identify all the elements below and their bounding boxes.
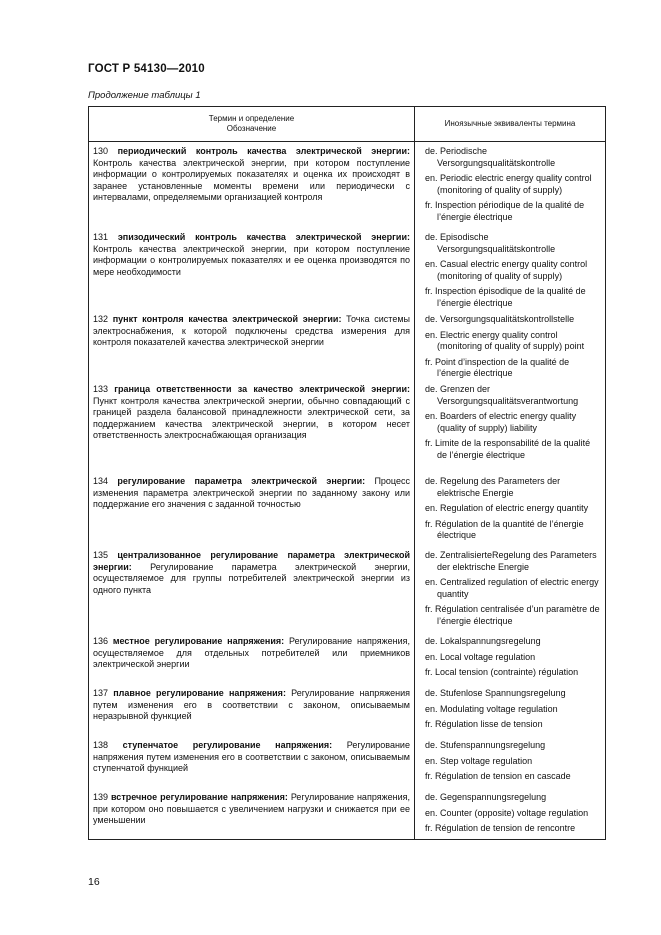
equivalent-term: en. Centralized regulation of electric energy quantity xyxy=(425,577,599,599)
table-row xyxy=(89,688,606,740)
term-number: 133 xyxy=(93,384,109,394)
term-entry xyxy=(89,740,414,775)
term-cell xyxy=(89,740,415,792)
equivalents-cell xyxy=(415,384,606,476)
term-entry xyxy=(89,476,414,511)
term-definition: Регулирование напряжения путем изменения его в соответствии с законом, описываемым ступенчатой функцией xyxy=(93,740,410,774)
term-entry xyxy=(89,550,414,596)
equivalents-list xyxy=(415,146,605,224)
equivalents-list xyxy=(415,636,605,679)
term-definition: Точка системы электроснабжения, к которой подключены средства измерения для контроля показателей качества электрической энергии xyxy=(93,314,410,348)
term-cell xyxy=(89,636,415,688)
term-entry xyxy=(89,636,414,671)
equivalent-term: de. Stufenlose Spannungsregelung xyxy=(425,688,566,698)
equivalent-term: de. Lokalspannungsregelung xyxy=(425,636,541,646)
equivalent-term: en. Electric energy quality control (monitoring of quality of supply) point xyxy=(425,329,585,352)
equivalents-cell xyxy=(415,232,606,314)
term-name: встречное регулирование напряжения: xyxy=(111,792,288,802)
term-cell xyxy=(89,688,415,740)
equivalents-list xyxy=(415,550,605,628)
table-row xyxy=(89,314,606,384)
term-entry xyxy=(89,792,414,827)
table-caption: Продолжение таблицы 1 xyxy=(88,90,201,101)
page-number: 16 xyxy=(88,876,100,888)
term-name: регулирование параметра электрической энергии: xyxy=(117,476,366,486)
table-row xyxy=(89,384,606,476)
table-row xyxy=(89,636,606,688)
equivalent-term: de. Grenzen der Versorgungsqualitätsverantwortung xyxy=(425,384,579,406)
term-name: плавное регулирование напряжения: xyxy=(113,688,286,698)
term-cell xyxy=(89,314,415,384)
term-number: 132 xyxy=(93,314,109,324)
term-number: 139 xyxy=(93,792,109,802)
equivalent-term: en. Casual electric energy quality control (monitoring of quality of supply) xyxy=(425,259,588,281)
term-cell xyxy=(89,476,415,550)
term-name: эпизодический контроль качества электрической энергии: xyxy=(117,232,410,242)
term-entry xyxy=(89,314,414,349)
equivalent-term: fr. Régulation de tension en cascade xyxy=(425,771,571,782)
equivalent-term: fr. Régulation de la quantité de l’énergie électrique xyxy=(425,518,584,541)
equivalents-list xyxy=(415,384,605,462)
equivalents-cell xyxy=(415,550,606,636)
term-entry xyxy=(89,232,414,278)
equivalent-term: en. Boarders of electric energy quality (quality of supply) liability xyxy=(425,411,577,433)
term-cell xyxy=(89,384,415,476)
equivalents-list xyxy=(415,476,605,542)
term-definition: Пункт контроля качества электрической энергии, обычно совпадающий с границей раздела балансовой принадлежности электрической сети, за поддержанием качества электрической энергии, в котором несет ответственность электроснабжающая организация xyxy=(93,395,410,441)
equivalents-list xyxy=(415,688,605,731)
equivalent-term: fr. Inspection épisodique de la qualité de l’énergie électrique xyxy=(425,286,586,308)
equivalents-list xyxy=(415,740,605,783)
term-entry xyxy=(89,384,414,442)
equivalent-term: fr. Local tension (contrainte) régulation xyxy=(425,667,579,678)
table-row xyxy=(89,792,606,839)
term-cell xyxy=(89,232,415,314)
column-header-term-line2: Обозначение xyxy=(226,124,277,133)
term-definition: Контроль качества электрической энергии, при котором поступление информации о контролируемых показателях и оценка их происходят в заранее установленные моменты времени или периодически с интервалами, определяемыми организацией контроля xyxy=(93,157,410,203)
equivalent-term: en. Counter (opposite) voltage regulation xyxy=(425,807,589,818)
equivalent-term: de. Gegenspannungsregelung xyxy=(425,792,547,802)
column-header-term xyxy=(89,107,415,142)
equivalent-term: de. ZentralisierteRegelung des Parameters der elektrische Energie xyxy=(425,550,597,572)
equivalent-term: fr. Inspection périodique de la qualité de l’énergie électrique xyxy=(425,200,585,222)
document-number: ГОСТ Р 54130—2010 xyxy=(88,63,205,75)
equivalent-term: de. Versorgungsqualitätskontrollstelle xyxy=(425,314,575,324)
term-definition: Процесс изменения параметра электрической энергии по заданному закону или поддержание его значения с заданной точностью xyxy=(93,476,410,510)
equivalent-term: en. Regulation of electric energy quantity xyxy=(425,503,589,514)
table-row xyxy=(89,476,606,550)
term-name: граница ответственности за качество электрической энергии: xyxy=(114,384,410,394)
term-definition: Контроль качества электрической энергии, при котором поступление информации о контролируемых показателях и ее оценка производятся по мере необходимости xyxy=(93,243,410,277)
term-cell xyxy=(89,146,415,232)
term-number: 137 xyxy=(93,688,109,698)
equivalent-term: de. Regelung des Parameters der elektrische Energie xyxy=(425,476,561,498)
equivalents-cell xyxy=(415,314,606,384)
table-row xyxy=(89,146,606,232)
term-definition: Регулирование параметра электрической энергии, осуществляемое для группы потребителей электрической энергии из одного пункта xyxy=(93,561,410,595)
equivalents-cell xyxy=(415,476,606,550)
equivalent-term: fr. Régulation centralisée d’un paramètre de l’énergie électrique xyxy=(425,604,600,626)
term-number: 138 xyxy=(93,740,109,750)
term-number: 130 xyxy=(93,146,109,156)
term-name: периодический контроль качества электрической энергии: xyxy=(117,146,410,156)
term-name: пункт контроля качества электрической энергии: xyxy=(112,314,342,324)
column-header-term-line1: Термин и определение xyxy=(208,114,295,123)
term-entry xyxy=(89,688,414,723)
table-row xyxy=(89,550,606,636)
equivalent-term: fr. Régulation lisse de tension xyxy=(425,719,543,730)
term-cell xyxy=(89,550,415,636)
equivalents-cell xyxy=(415,740,606,792)
equivalents-list xyxy=(415,792,605,835)
equivalent-term: de. Stufenspannungsregelung xyxy=(425,740,546,750)
term-definition: Регулирование напряжения, при котором оно повышается с увеличением нагрузки и снижается при ее уменьшении xyxy=(93,792,410,826)
term-number: 135 xyxy=(93,550,109,560)
equivalent-term: de. Periodische Versorgungsqualitätskontrolle xyxy=(425,146,556,168)
term-definition: Регулирование напряжения путем изменения его в соответствии с законом, описываемым неразрывной функцией xyxy=(93,688,410,722)
equivalent-term: fr. Limite de la responsabilité de la qualité de l’énergie électrique xyxy=(425,438,591,460)
term-cell xyxy=(89,792,415,839)
equivalent-term: en. Step voltage regulation xyxy=(425,755,533,766)
equivalent-term: fr. Régulation de tension de rencontre xyxy=(425,823,576,834)
equivalent-term: en. Periodic electric energy quality control (monitoring of quality of supply) xyxy=(425,173,592,195)
equivalents-list xyxy=(415,232,605,310)
term-entry xyxy=(89,146,414,204)
term-number: 131 xyxy=(93,232,109,242)
equivalents-cell xyxy=(415,636,606,688)
column-header-equivalents: Иноязычные эквиваленты термина xyxy=(415,107,606,142)
equivalents-list xyxy=(415,314,605,380)
table-row xyxy=(89,232,606,314)
equivalents-cell xyxy=(415,688,606,740)
term-name: ступенчатое регулирование напряжения: xyxy=(122,740,333,750)
table-row xyxy=(89,740,606,792)
equivalent-term: en. Local voltage regulation xyxy=(425,651,536,662)
term-number: 136 xyxy=(93,636,109,646)
equivalent-term: en. Modulating voltage regulation xyxy=(425,703,558,714)
term-name: централизованное регулирование параметра электрической энергии: xyxy=(93,550,410,572)
term-number: 134 xyxy=(93,476,109,486)
equivalents-cell xyxy=(415,146,606,232)
equivalents-cell xyxy=(415,792,606,839)
term-definition: Регулирование напряжения, осуществляемое для отдельных потребителей или приемников электрической энергии xyxy=(93,636,410,670)
equivalent-term: de. Episodische Versorgungsqualitätskontrolle xyxy=(425,232,556,254)
equivalent-term: fr. Point d’inspection de la qualité de l’énergie électrique xyxy=(425,356,570,379)
table-body xyxy=(89,142,606,840)
terms-table xyxy=(88,106,606,840)
term-name: местное регулирование напряжения: xyxy=(112,636,285,646)
